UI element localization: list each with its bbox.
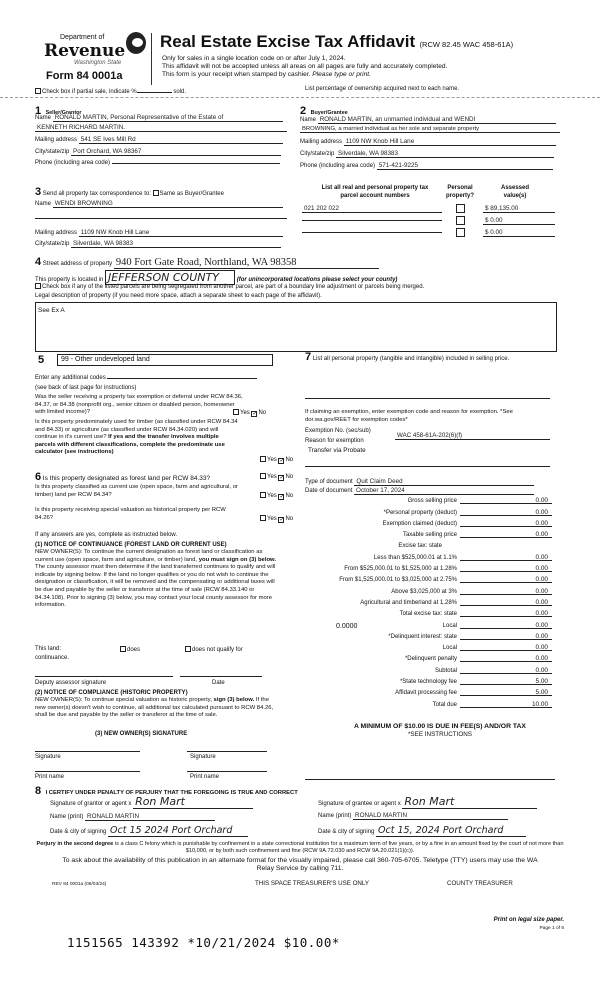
see-instructions: *SEE INSTRUCTIONS — [407, 731, 473, 738]
section-5-num: 5 — [38, 354, 45, 366]
legal-description-field[interactable]: See Ex A — [35, 302, 557, 352]
tax-row-label: *State technology fee — [399, 679, 457, 686]
grantor-date-field[interactable]: Oct 15 2024 Port Orchard — [108, 825, 248, 837]
new-owner-signature-title: (3) NEW OWNER(S) SIGNATURE — [95, 731, 188, 737]
tty-note: To ask about the availability of this publication in an alternate format for the visually impaired, please call 360-705-6705. Teletype (TTY) users may use the WA Relay Service by calling 711. — [62, 857, 538, 872]
local-rate: 0.0000 — [336, 622, 358, 630]
tax-row-label: *Delinquent penalty — [404, 656, 457, 663]
county-row: This property is located in JEFFERSON COUNTY (for unincorporated locations please select your county) — [35, 271, 398, 284]
tax-row — [300, 641, 552, 652]
buyer-mail-field[interactable]: 1109 NW Knob Hill Lane — [344, 138, 556, 146]
notice-compliance-text: NEW OWNER(S): To continue special valuation as historic property, sign (3) below. If the new owner(s) doesn't wish to continue, all additional tax calculated pursuant to RCW 84.26, shall be due and payable by the seller or transferor at the time of sale. — [35, 697, 274, 719]
tax-row-value[interactable]: 0.00 — [535, 610, 548, 618]
ownership-note: List percentage of ownership acquired next to each name. — [305, 86, 460, 92]
tax-row-value[interactable]: 0.00 — [535, 508, 548, 516]
buyer-name-field[interactable]: RONALD MARTIN, an unmarried individual and WENDI — [318, 116, 556, 124]
deputy-label: Deputy assessor signature — [35, 680, 107, 686]
tax-row-value[interactable]: 0.00 — [535, 576, 548, 584]
notice-continuance-text: NEW OWNER(S): To continue the current designation as forest land or classification as current use (open space, farm and agriculture, or timber) land, you must sign on (3) below. The county assessor must then determine if the land transferred continues to qualify and will indicate by signing below. If the land no longer qualifies or you do not wish to continue the designation or classification, it will be removed and the compensating or additional taxes will be due and payable by the seller or transferor at the time of sale (RCW 84.33.140 or 84.34.108). Prior to signing (3) below, you may contact your local county assessor for more information. — [35, 549, 277, 609]
q3-no[interactable]: ✓ — [279, 475, 285, 481]
tax-row — [300, 630, 552, 641]
personal-header: Personal property? — [445, 185, 474, 199]
tax-row-label: Less than $525,000.01 at 1.1% — [373, 554, 457, 561]
certify-heading: 8 I CERTIFY UNDER PENALTY OF PERJURY THAT THE FOREGOING IS TRUE AND CORRECT — [35, 785, 298, 797]
tax-row — [300, 652, 552, 663]
see-back-note: (see back of last page for instructions) — [35, 385, 137, 391]
tax-row — [300, 562, 552, 573]
does-checkbox[interactable] — [120, 646, 126, 652]
this-land-label: This land: — [35, 646, 62, 652]
parcel-header: List all real and personal property tax parcel account numbers — [321, 185, 429, 199]
q1-yes[interactable] — [233, 409, 239, 415]
personal-property-line[interactable] — [305, 398, 550, 399]
q5-no[interactable]: ✓ — [279, 517, 285, 523]
page-title: Real Estate Excise Tax Affidavit (RCW 82.45 WAC 458-61A) — [160, 32, 514, 51]
does-not-checkbox[interactable] — [185, 646, 191, 652]
owner-signature-line-1[interactable] — [35, 751, 140, 752]
tax-row-value[interactable]: 0.00 — [535, 632, 548, 640]
seller-name-field[interactable]: RONALD MARTIN, Personal Representative of the Estate of — [53, 114, 283, 122]
assessed-value-field[interactable]: $ 89,135.00 — [483, 205, 555, 213]
corr-name-field[interactable]: WENDI BROWNING — [53, 200, 283, 208]
seller-heading: 1 Seller/Grantor — [35, 105, 82, 117]
header-notes: Only for sales in a single location code on or after July 1, 2024. This affidavit will not be accepted unless all areas on all pages are fully and accurately completed. This form is your receipt when stamped by cashier. Please type or print. — [162, 55, 448, 78]
personal-property-checkbox[interactable] — [456, 204, 465, 213]
tax-row — [300, 573, 552, 584]
land-use-code-select[interactable]: 99 - Other undeveloped land — [57, 354, 273, 366]
tax-row — [300, 528, 552, 539]
grantor-signature[interactable]: Ron Mart — [133, 795, 253, 809]
tax-calculation — [300, 494, 552, 709]
tax-row — [300, 517, 552, 528]
tax-row — [300, 675, 552, 686]
parcel-row — [302, 205, 442, 213]
signature-label: Signature — [35, 754, 61, 760]
seller-mail-field[interactable]: 541 SE Ives Mill Rd — [79, 136, 283, 144]
tax-row-label: Taxable selling price — [402, 532, 457, 539]
reason-field[interactable]: Transfer via Probate — [308, 447, 366, 454]
personal-property-checkbox[interactable] — [456, 228, 465, 237]
tax-row-value[interactable]: 0.00 — [535, 621, 548, 629]
tax-row-label: *Delinquent interest: state — [388, 633, 457, 640]
corr-name-line-2[interactable] — [35, 218, 287, 219]
owner-signature-line-2[interactable] — [187, 751, 267, 752]
exemption-claim-note: If claiming an exemption, enter exemption code and reason for exemption. *See dor.wa.gov/REET for exemption codes* — [305, 409, 513, 423]
historical-question: Is this property receiving special valuation as historical property per RCW 84.26? — [35, 507, 226, 521]
tax-row-label: Total excise tax: state — [399, 611, 457, 618]
partial-sale-checkbox[interactable] — [35, 88, 41, 94]
assessed-value-field[interactable]: $ 0.00 — [483, 229, 555, 237]
tax-row-label: Gross selling price — [407, 498, 457, 505]
tax-row-label: Subtotal — [434, 667, 457, 674]
tax-row-value[interactable]: 0.00 — [535, 519, 548, 527]
exemption-no-field[interactable]: WAC 458-61A-202(6)(f) — [395, 432, 550, 440]
current-use-question: Is this property classified as current use (open space, farm and agricultural, or timber) land per RCW 84.34? — [35, 484, 238, 498]
grantee-date-field[interactable]: Oct 15, 2024 Port Orchard — [376, 825, 526, 837]
tax-row-value[interactable]: 0.00 — [535, 531, 548, 539]
property-address: 4 Street address of property 940 Fort Gate Road, Northland, WA 98358 — [35, 256, 379, 269]
notice-compliance-title: (2) NOTICE OF COMPLIANCE (HISTORIC PROPERTY) — [35, 690, 188, 696]
tax-row-label: *Personal property (deduct) — [383, 509, 457, 516]
parcel-number-field[interactable]: 021 202 022 — [302, 205, 442, 213]
tax-row-value[interactable]: 5.00 — [535, 678, 548, 686]
header-divider — [151, 33, 152, 85]
tax-row-label: Exemption claimed (deduct) — [382, 520, 457, 527]
timber-question: Is this property predominately used for timber (as classified under RCW 84.34 and 84.33) or agriculture (as classified under RCW 84.34.020) and will continue in it's current use? If yes and the transfer involves multiple parcels with different classifications, complete the predominate use calculator (see instructions) — [35, 419, 238, 456]
if-any-note: If any answers are yes, complete as instructed below. — [35, 532, 178, 538]
tax-row — [300, 494, 552, 505]
minimum-due-note: A MINIMUM OF $10.00 IS DUE IN FEE(S) AND/OR TAX — [354, 723, 526, 730]
corr-city-field[interactable]: Silverdale, WA 98383 — [71, 240, 281, 248]
seller-city-field[interactable]: Port Orchard, WA 98367 — [71, 148, 281, 156]
county-treasurer: COUNTY TREASURER — [447, 880, 513, 887]
tax-row-value[interactable]: 0.00 — [535, 644, 548, 652]
q2-no[interactable]: ✓ — [279, 458, 285, 464]
divider — [305, 779, 555, 780]
tax-row-value[interactable]: 0.00 — [535, 497, 548, 505]
partial-percent-field[interactable] — [137, 92, 172, 93]
tax-row — [300, 539, 552, 550]
cashier-stamp: 1151565 143392 *10/21/2024 $10.00* — [67, 935, 340, 950]
legal-label: Legal description of property (if you need more space, attach a separate sheet to each page of the affidavit). — [35, 293, 322, 299]
seller-name-field-2[interactable]: KENNETH RICHARD MARTIN. — [35, 124, 287, 132]
buyer-name-field-2[interactable]: BROWNING, a married individual as her sole and separate property — [300, 126, 560, 133]
tax-row-label: Total due — [432, 701, 457, 708]
correspondence-heading: 3 Send all property tax correspondence to: Same as Buyer/Grantee — [35, 186, 224, 198]
logo-state: Washington State — [74, 60, 122, 66]
forest-question: 6 Is this property designated as forest land per RCW 84.33? — [35, 471, 211, 483]
reason-label: Reason for exemption — [305, 438, 364, 444]
legal-paper-note: Print on legal size paper. — [493, 917, 564, 923]
corr-mail-field[interactable]: 1109 NW Knob Hill Lane — [79, 229, 283, 237]
owner-print-line-2[interactable] — [187, 771, 267, 772]
same-as-buyer-checkbox[interactable] — [153, 190, 159, 196]
tax-row-label: From $525,000.01 to $1,525,000 at 1.28% — [344, 566, 457, 573]
parcel-row — [302, 229, 442, 235]
date-label: Date — [212, 680, 225, 686]
buyer-phone-field[interactable]: 571-421-9225 — [377, 162, 553, 170]
tax-row — [300, 550, 552, 561]
q2-yes[interactable] — [260, 456, 266, 462]
q3-yes[interactable] — [260, 473, 266, 479]
document-type-field[interactable]: Quit Claim Deed — [354, 478, 534, 486]
exemption-question: Was the seller receiving a property tax exemption or deferral under RCW 84.36, 84.37, or 84.38 (nonprofit org., senior citizen or disabled person, homeowner with limited income)? — [35, 394, 243, 416]
personal-property-checkbox[interactable] — [456, 216, 465, 225]
q5-yes[interactable] — [260, 515, 266, 521]
dor-logo — [44, 32, 149, 87]
print-name-label: Print name — [190, 774, 220, 780]
logo-dept: Department of — [60, 34, 105, 41]
deputy-signature-line[interactable] — [35, 676, 173, 677]
grantee-signature[interactable]: Ron Mart — [402, 795, 537, 809]
q4-no[interactable]: ✓ — [279, 494, 285, 500]
owner-print-line-1[interactable] — [35, 771, 140, 772]
parcel-number-field[interactable] — [302, 232, 442, 233]
additional-codes-field[interactable] — [107, 378, 257, 379]
tax-row-label: Agricultural and timberland at 1.28% — [360, 599, 457, 606]
assessed-value-field[interactable]: $ 0.00 — [483, 217, 555, 225]
perjury-note: Perjury in the second degree is a class C felony which is punishable by confinement in a state correctional institution for a maximum term of five years, or by a fine in an amount fixed by the court of not more than $10,000, or by both such confinement and fine (RCW 9A.72.030 and RCW 9A.20.021(1)(c)). — [36, 841, 564, 854]
reason-line — [305, 466, 550, 467]
treasurer-space: THIS SPACE TREASURER'S USE ONLY — [255, 880, 369, 887]
property-address-field[interactable]: 940 Fort Gate Road, Northland, WA 98358 — [114, 257, 379, 269]
tax-row-value[interactable]: 0.00 — [535, 598, 548, 606]
county-select[interactable]: JEFFERSON COUNTY — [105, 270, 235, 285]
wave-icon — [126, 32, 146, 54]
tax-row — [300, 697, 552, 708]
tax-row — [300, 584, 552, 595]
exemption-no-label: Exemption No. (sec/sub) — [305, 428, 371, 434]
page-number: Page 1 of 6 — [539, 926, 564, 931]
logo-revenue: Revenue — [44, 41, 126, 61]
tax-row-value[interactable]: 0.00 — [535, 587, 548, 595]
tax-row-label: Above $3,025,000 at 3% — [391, 588, 457, 595]
tax-row — [300, 596, 552, 607]
tax-row-value[interactable]: 0.00 — [535, 666, 548, 674]
tax-row — [300, 607, 552, 618]
grantor-name-field[interactable]: RONALD MARTIN — [85, 813, 215, 821]
divider — [0, 97, 600, 98]
grantee-name-field[interactable]: RONALD MARTIN — [353, 812, 508, 820]
tax-row — [300, 505, 552, 516]
buyer-heading: 2 Buyer/Grantee — [300, 105, 348, 117]
signature-label: Signature — [190, 754, 216, 760]
tax-row — [300, 663, 552, 674]
parcel-number-field[interactable] — [302, 220, 442, 221]
continuance-label: continuance. — [35, 655, 70, 661]
buyer-city-field[interactable]: Silverdale, WA 98383 — [336, 150, 554, 158]
tax-row — [300, 618, 552, 629]
q1-no[interactable]: ✓ — [252, 411, 258, 417]
tax-row-label: Excise tax: state — [398, 543, 442, 550]
parcel-row — [302, 217, 442, 223]
tax-row — [300, 686, 552, 697]
segregation-checkbox[interactable] — [35, 283, 41, 289]
document-date-field[interactable]: October 17, 2024 — [354, 487, 534, 495]
notice-continuance-title: (1) NOTICE OF CONTINUANCE (FOREST LAND OR CURRENT USE) — [35, 542, 227, 548]
tax-row-value[interactable]: 10.00 — [532, 700, 548, 708]
personal-property-label: 7 List all personal property (tangible and intangible) included in selling price. — [305, 351, 510, 363]
form-number: Form 84 0001a — [46, 70, 123, 82]
assessed-header: Assessed value(s) — [500, 185, 530, 199]
q4-yes[interactable] — [260, 492, 266, 498]
seller-phone-field[interactable] — [112, 163, 280, 164]
deputy-date-line[interactable] — [180, 676, 262, 677]
tax-row-value[interactable]: 0.00 — [535, 565, 548, 573]
partial-sale: Check box if partial sale, indicate % sold. — [35, 88, 186, 95]
print-name-label: Print name — [35, 774, 65, 780]
tax-row-value[interactable]: 0.00 — [535, 553, 548, 561]
tax-row-label: From $1,525,000.01 to $3,025,000 at 2.75% — [339, 577, 457, 584]
tax-row-label: Local — [442, 622, 457, 629]
revision: REV 84 0001a (06/03/24) — [52, 882, 107, 887]
tax-row-value[interactable]: 5.00 — [535, 689, 548, 697]
tax-row-value[interactable]: 0.00 — [535, 655, 548, 663]
tax-row-label: Affidavit processing fee — [395, 690, 457, 697]
tax-row-label: Local — [442, 645, 457, 652]
